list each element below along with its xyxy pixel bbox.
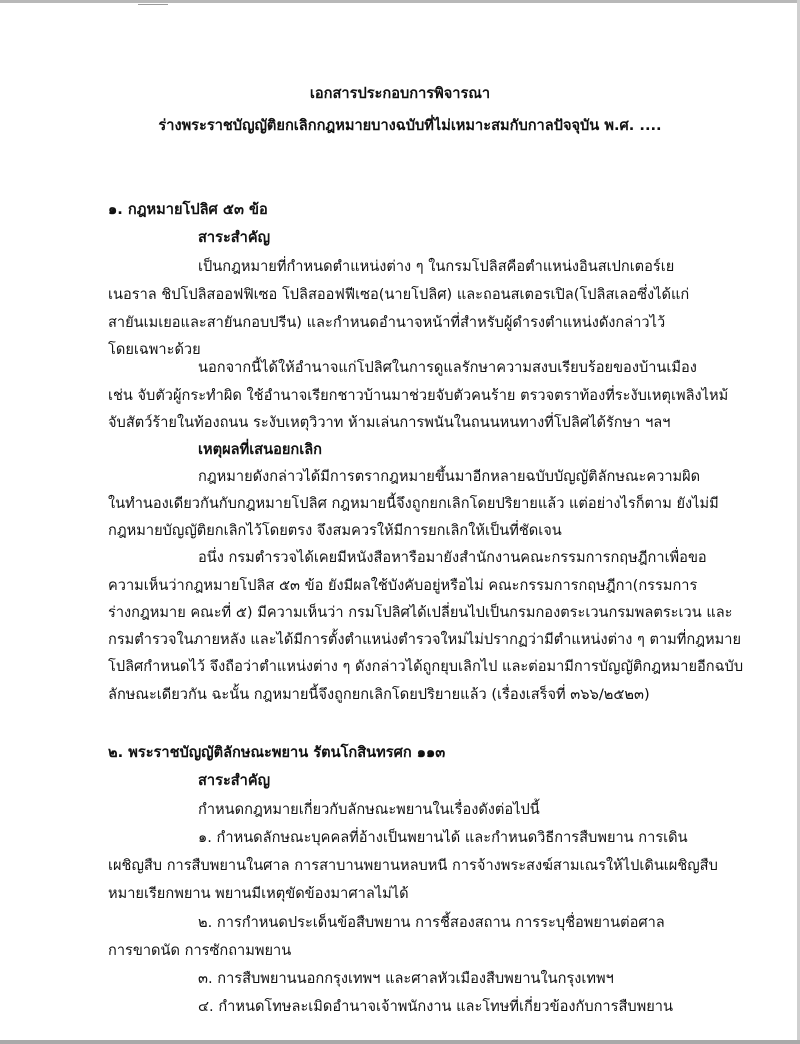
paragraph-line: สายันเมเยอและสายันกอบปรีน) และกำหนดอำนาจหน้าที่สำหรับผู้ดำรงตำแหน่งดังกล่าวไว้ <box>108 314 666 331</box>
paragraph-line: นอกจากนี้ได้ให้อำนาจแก่โปลิศในการดูแลรักษาความสงบเรียบร้อยของบ้านเมือง <box>198 359 697 376</box>
subheading: สาระสำคัญ <box>198 772 271 789</box>
subheading: สาระสำคัญ <box>198 229 271 246</box>
scan-edge-bottom <box>0 1040 800 1044</box>
paragraph-line: กำหนดกฎหมายเกี่ยวกับลักษณะพยานในเรื่องดังต่อไปนี้ <box>198 801 540 818</box>
paragraph-line: ในทำนองเดียวกันกับกฎหมายโปลิศ กฎหมายนี้จึงถูกยกเลิกโดยปริยายแล้ว แต่อย่างไรก็ตาม ยังไม่มี <box>108 495 719 512</box>
section-heading: ๒. พระราชบัญญัติลักษณะพยาน รัตนโกสินทรศก ๑๑๓ <box>108 744 446 761</box>
list-item: ๓. การสืบพยานนอกกรุงเทพฯ และศาลหัวเมืองสืบพยานในกรุงเทพฯ <box>198 970 614 987</box>
scan-speck <box>138 4 168 5</box>
paragraph-line: โดยเฉพาะด้วย <box>108 341 201 358</box>
list-item: ๑. กำหนดลักษณะบุคคลที่อ้างเป็นพยานได้ และกำหนดวิธีการสืบพยาน การเดิน <box>198 829 688 846</box>
paragraph-line: ร่างกฎหมาย คณะที่ ๕) มีความเห็นว่า กรมโปลิศได้เปลี่ยนไปเป็นกรมกองตระเวนกรมพลตระเวน และ <box>108 604 733 621</box>
section-heading: ๑. กฎหมายโปลิศ ๕๓ ข้อ <box>108 201 268 218</box>
subheading: เหตุผลที่เสนอยกเลิก <box>198 441 322 458</box>
paragraph-line: ลักษณะเดียวกัน ฉะนั้น กฎหมายนี้จึงถูกยกเลิกโดยปริยายแล้ว (เรื่องเสร็จที่ ๓๖๖/๒๕๒๓) <box>108 686 650 703</box>
paragraph-line: อนึ่ง กรมตำรวจได้เคยมีหนังสือหารือมายังสำนักงานคณะกรรมการกฤษฎีกาเพื่อขอ <box>198 549 707 566</box>
paragraph-line: โปลิศกำหนดไว้ จึงถือว่าตำแหน่งต่าง ๆ ดังกล่าวได้ถูกยุบเลิกไป และต่อมามีการบัญญัติกฎหมายอีกฉบับ <box>108 658 744 675</box>
paragraph-line: เนอราล ชิปโปลิสออฟฟิเซอ โปลิสออฟฟีเซอ(นายโปลิศ) และถอนสเตอรเปิล(โปลิสเลอซึ่งได้แก่ <box>108 286 690 303</box>
paragraph-line: กฎหมายบัญญัติยกเลิกไว้โดยตรง จึงสมควรให้มีการยกเลิกให้เป็นที่ชัดเจน <box>108 522 562 539</box>
paragraph-line: เป็นกฎหมายที่กำหนดตำแหน่งต่าง ๆ ในกรมโปลิสคือตำแหน่งอินสเปกเตอร์เย <box>198 258 675 275</box>
paragraph-line: เผชิญสืบ การสืบพยานในศาล การสาบานพยานหลบหนี การจ้างพระสงฆ์สามเณรให้ไปเดินเผชิญสืบ <box>108 857 718 874</box>
paragraph-line: เช่น จับตัวผู้กระทำผิด ใช้อำนาจเรียกชาวบ้านมาช่วยจับตัวคนร้าย ตรวจตราท้องที่ระงับเหตุเพลิงไหม้ <box>108 387 729 404</box>
paragraph-line: จับสัตว์ร้ายในท้องถนน ระงับเหตุวิวาท ห้ามเล่นการพนันในถนนหนทางที่โปลิศได้รักษา ฯลฯ <box>108 414 671 431</box>
document-title: เอกสารประกอบการพิจารณา <box>309 85 491 102</box>
paragraph-line: ความเห็นว่ากฎหมายโปลิส ๕๓ ข้อ ยังมีผลใช้บังคับอยู่หรือไม่ คณะกรรมการกฤษฎีกา(กรรมการ <box>108 577 698 594</box>
paragraph-line: กฎหมายดังกล่าวได้มีการตรากฎหมายขึ้นมาอีกหลายฉบับบัญญัติลักษณะความผิด <box>198 468 701 485</box>
scan-edge-top <box>0 0 800 3</box>
paragraph-line: หมายเรียกพยาน พยานมีเหตุขัดข้องมาศาลไม่ได้ <box>108 885 409 902</box>
document-header <box>0 82 800 138</box>
list-item: ๒. การกำหนดประเด็นข้อสืบพยาน การชี้สองสถาน การระบุชื่อพยานต่อศาล <box>198 914 665 931</box>
document-subtitle: ร่างพระราชบัญญัติยกเลิกกฎหมายบางฉบับที่ไม่เหมาะสมกับกาลปัจจุบัน พ.ศ. .... <box>158 117 662 134</box>
paragraph-line: การขาดนัด การซักถามพยาน <box>108 942 292 959</box>
paragraph-line: กรมตำรวจในภายหลัง และได้มีการตั้งตำแหน่งตำรวจใหม่ไม่ปรากฏว่ามีตำแหน่งต่าง ๆ ตามที่กฎหมาย <box>108 631 742 648</box>
list-item: ๔. กำหนดโทษละเมิดอำนาจเจ้าพนักงาน และโทษที่เกี่ยวข้องกับการสืบพยาน <box>198 998 673 1015</box>
